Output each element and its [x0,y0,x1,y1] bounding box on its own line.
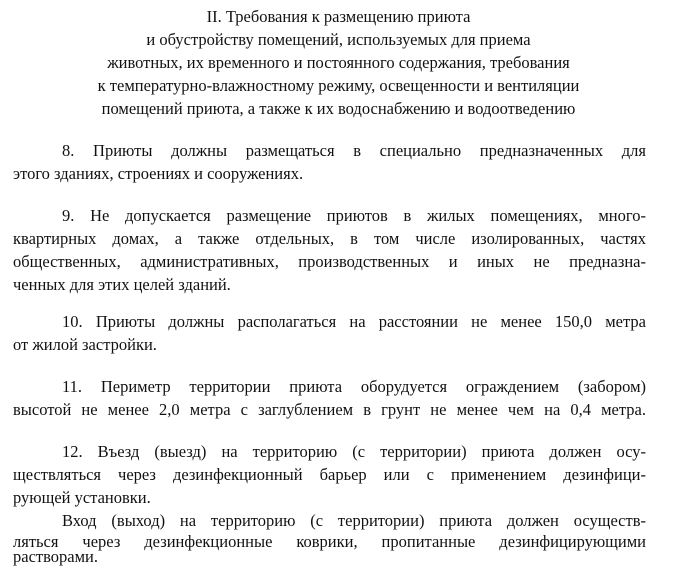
paragraph-11-line-1: 11. Периметр территории приюта оборудуется ограждением (забором) [62,377,646,396]
paragraph-8-line-2: этого зданиях, строениях и сооружениях. [13,164,304,183]
paragraph-10-line-2: от жилой застройки. [13,335,157,354]
paragraph-entry-line-2: ляться через дезинфекционные коврики, пропитанные дезинфицирующими [13,532,646,551]
section-heading-line-3: животных, их временного и постоянного содержания, требования [107,53,570,72]
paragraph-entry-line-1: Вход (выход) на территорию (с территории) приюта должен осуществ- [62,511,646,530]
paragraph-10-line-1: 10. Приюты должны располагаться на расстоянии не менее 150,0 метра [62,312,646,331]
paragraph-12-line-2: ществляться через дезинфекционный барьер или с применением дезинфици- [13,465,646,484]
section-heading-line-4: к температурно-влажностному режиму, освещенности и вентиляции [97,76,580,95]
paragraph-9-line-3: общественных, административных, производственных и иных не предназна- [13,252,646,271]
section-heading-line-2: и обустройству помещений, используемых для приема [146,30,531,49]
section-heading-line-1: II. Требования к размещению приюта [206,7,471,26]
paragraph-11-line-2: высотой не менее 2,0 метра с заглублением в грунт не менее чем на 0,4 метра. [13,400,646,419]
paragraph-entry-line-3: растворами. [13,547,99,566]
paragraph-12-line-1: 12. Въезд (выезд) на территорию (с территории) приюта должен осу- [62,442,646,461]
section-heading-line-5: помещений приюта, а также к их водоснабжению и водоотведению [101,99,576,118]
paragraph-12-line-3: рующей установки. [13,488,151,507]
paragraph-8-line-1: 8. Приюты должны размещаться в специально предназначенных для [62,141,646,160]
paragraph-9-line-2: квартирных домах, а также отдельных, в том числе изолированных, частях [13,229,646,248]
paragraph-9-line-4: ченных для этих целей зданий. [13,275,231,294]
paragraph-9-line-1: 9. Не допускается размещение приютов в жилых помещениях, много- [62,206,646,225]
